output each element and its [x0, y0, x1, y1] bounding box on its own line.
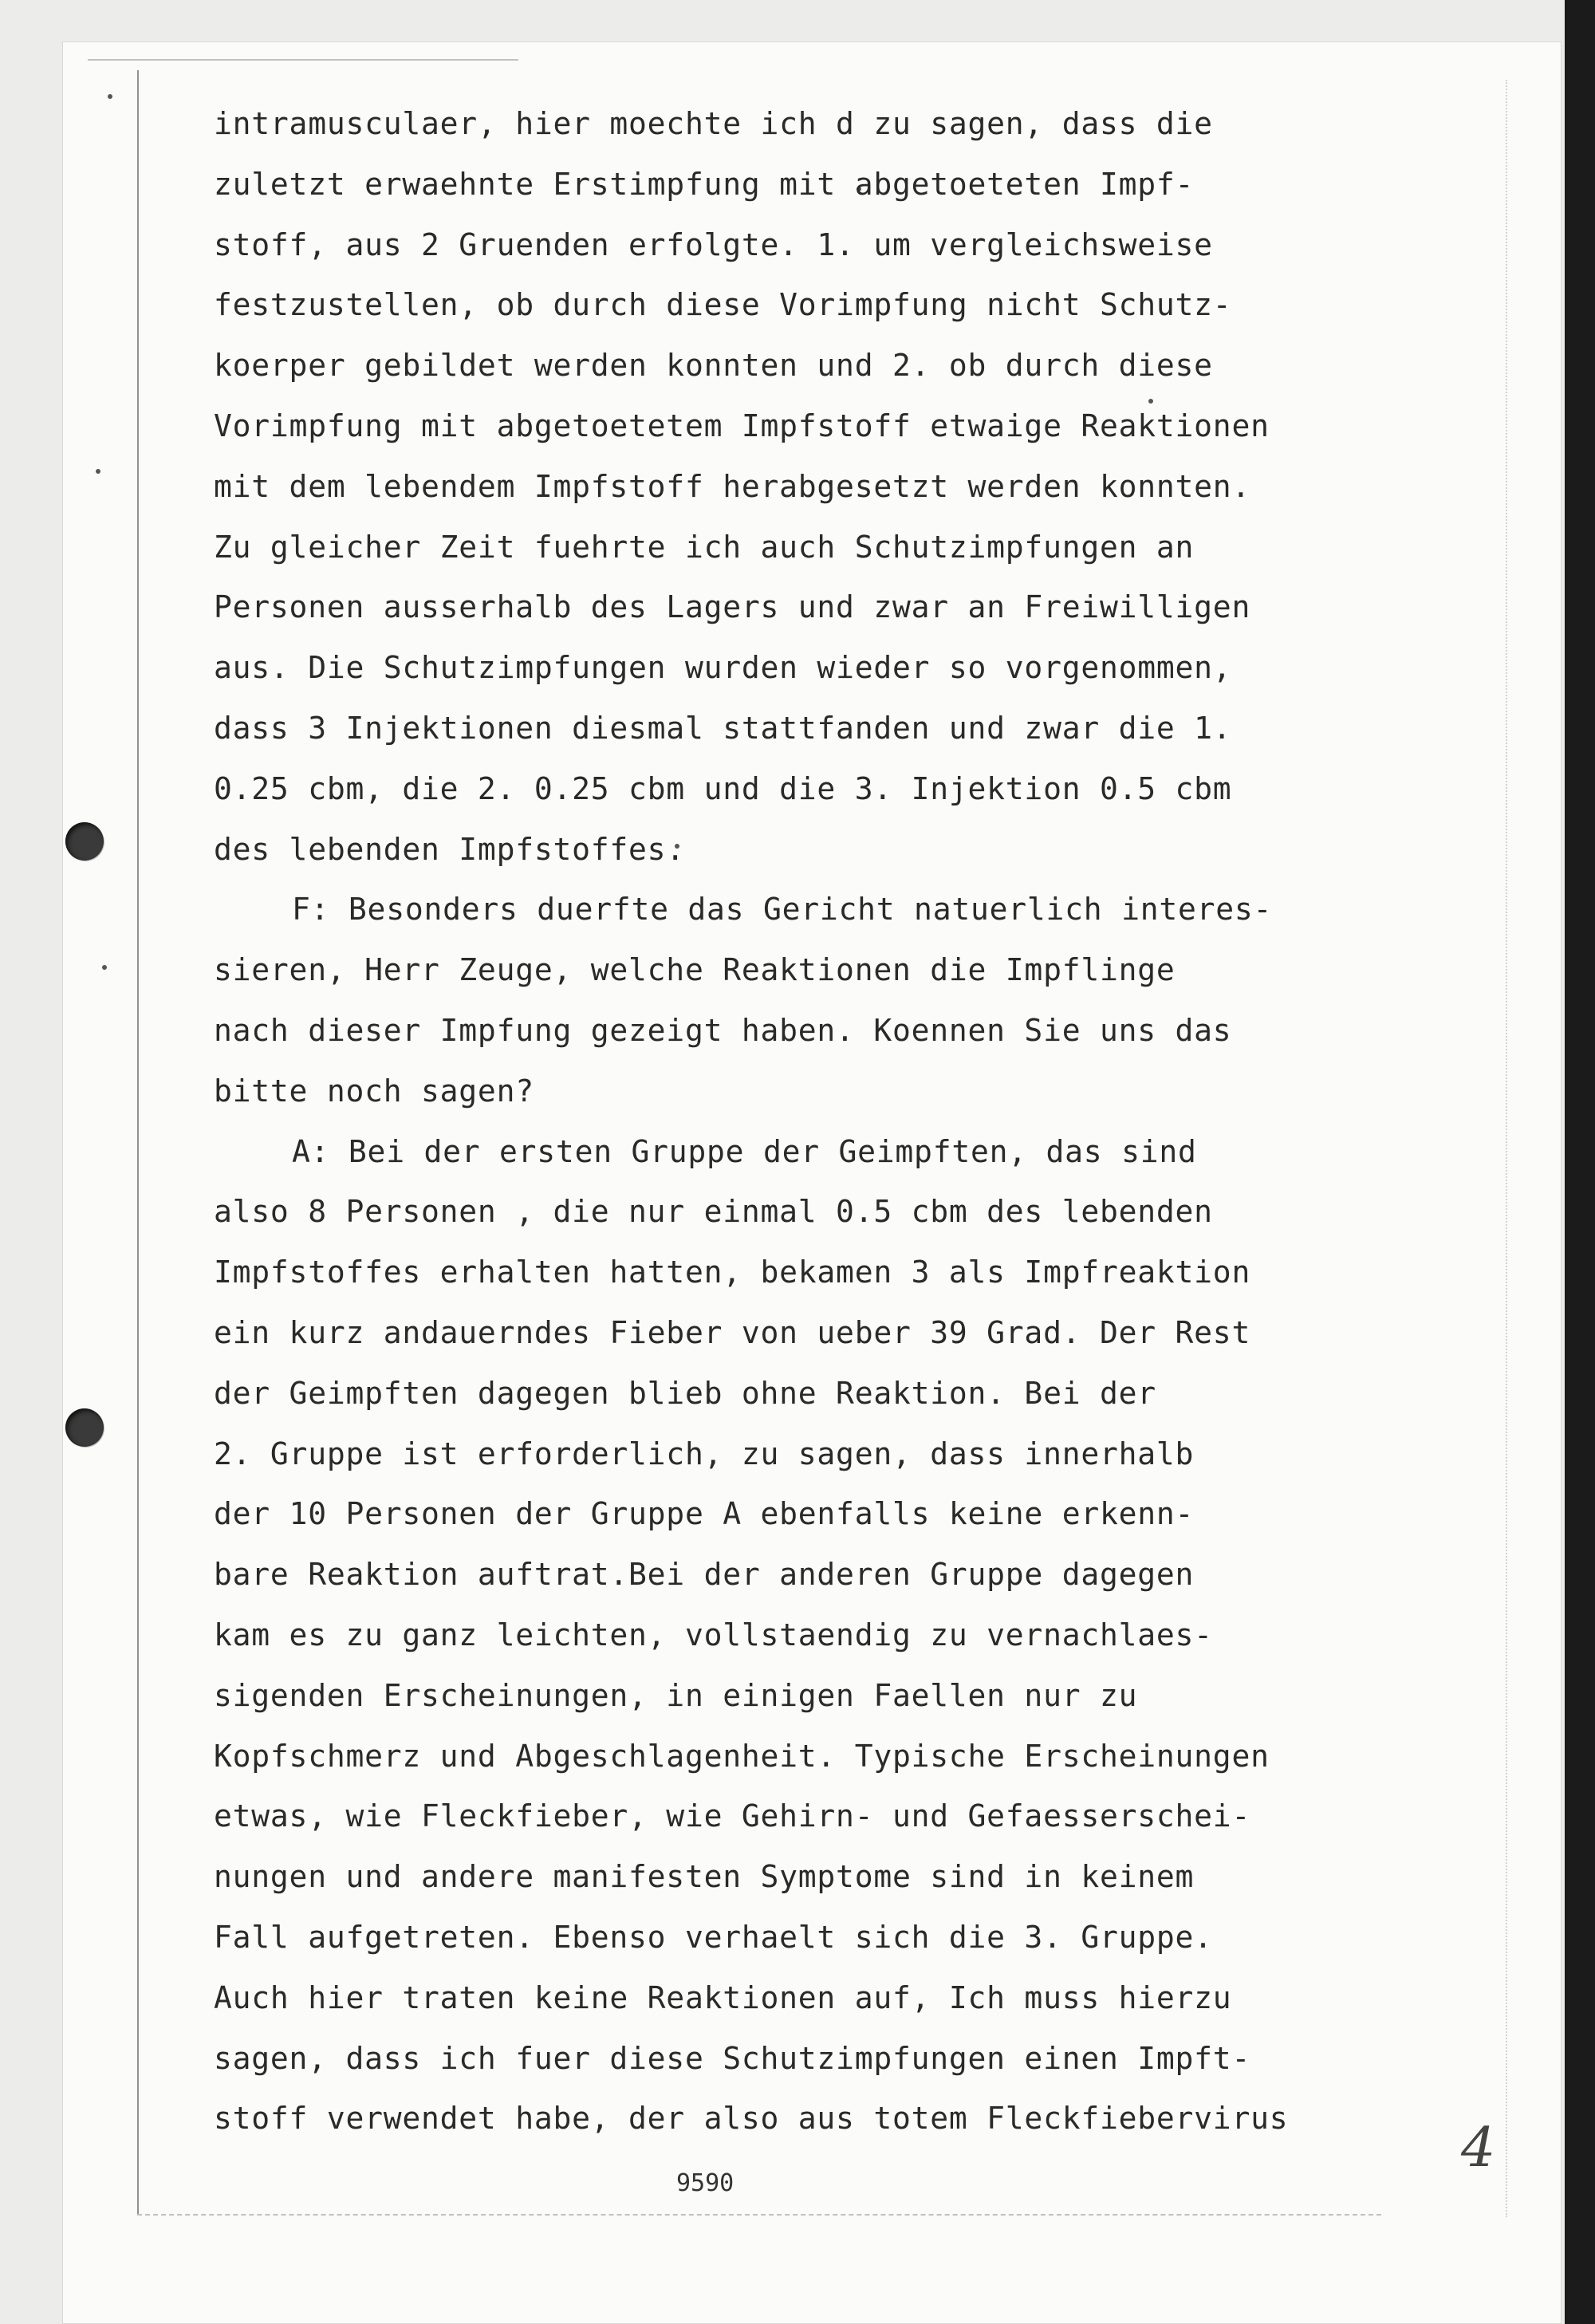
- text-line-answer: A: Bei der ersten Gruppe der Geimpften, das sind: [292, 1133, 1197, 1169]
- text-line: Personen ausserhalb des Lagers und zwar an Freiwilligen: [214, 589, 1251, 625]
- document-body: [214, 94, 1298, 2149]
- text-line: sieren, Herr Zeuge, welche Reaktionen die Impflinge: [214, 952, 1176, 988]
- handwritten-page-mark: 4: [1461, 2117, 1496, 2180]
- text-line: dass 3 Injektionen diesmal stattfanden und zwar die 1.: [214, 710, 1232, 746]
- top-rule: [88, 59, 518, 61]
- left-margin-rule: [137, 70, 139, 2214]
- text-line: bitte noch sagen?: [214, 1073, 534, 1109]
- text-line: der Geimpften dagegen blieb ohne Reaktion. Bei der: [214, 1375, 1156, 1411]
- right-edge-rule: [1506, 80, 1510, 2217]
- text-line: Kopfschmerz und Abgeschlagenheit. Typische Erscheinungen: [214, 1738, 1270, 1774]
- text-line: aus. Die Schutzimpfungen wurden wieder so vorgenommen,: [214, 650, 1232, 686]
- text-line: Auch hier traten keine Reaktionen auf, Ich muss hierzu: [214, 1979, 1232, 2015]
- page-number: 9590: [676, 2169, 734, 2197]
- text-line: bare Reaktion auftrat.Bei der anderen Gruppe dagegen: [214, 1557, 1195, 1593]
- scan-speck: [96, 469, 100, 474]
- text-line: kam es zu ganz leichten, vollstaendig zu vernachlaes-: [214, 1617, 1213, 1652]
- text-line: 0.25 cbm, die 2. 0.25 cbm und die 3. Injektion 0.5 cbm: [214, 770, 1232, 806]
- text-line: festzustellen, ob durch diese Vorimpfung nicht Schutz-: [214, 287, 1232, 323]
- punch-hole-icon: [65, 822, 104, 861]
- text-line: sigenden Erscheinungen, in einigen Faellen nur zu: [214, 1677, 1138, 1713]
- text-line: ein kurz andauerndes Fieber von ueber 39 Grad. Der Rest: [214, 1314, 1251, 1350]
- text-line: des lebenden Impfstoffes.: [214, 831, 685, 867]
- text-line: stoff verwendet habe, der also aus totem Fleckfiebervirus: [214, 2101, 1289, 2137]
- text-line-question: F: Besonders duerfte das Gericht natuerlich interes-: [292, 892, 1273, 928]
- text-line: nungen und andere manifesten Symptome sind in keinem: [214, 1859, 1195, 1895]
- text-line: zuletzt erwaehnte Erstimpfung mit abgetoeteten Impf-: [214, 166, 1195, 202]
- text-line: mit dem lebendem Impfstoff herabgesetzt werden konnten.: [214, 468, 1251, 504]
- scan-speck: [108, 94, 112, 99]
- scan-speck: [102, 965, 107, 970]
- text-line: 2. Gruppe ist erforderlich, zu sagen, dass innerhalb: [214, 1436, 1195, 1471]
- text-line: Vorimpfung mit abgetoetetem Impfstoff etwaige Reaktionen: [214, 408, 1270, 443]
- text-line: Zu gleicher Zeit fuehrte ich auch Schutzimpfungen an: [214, 529, 1195, 565]
- text-line: etwas, wie Fleckfieber, wie Gehirn- und Gefaesserschei-: [214, 1798, 1251, 1834]
- text-line: sagen, dass ich fuer diese Schutzimpfungen einen Impft-: [214, 2040, 1251, 2076]
- text-line: Fall aufgetreten. Ebenso verhaelt sich die 3. Gruppe.: [214, 1919, 1213, 1955]
- text-line: also 8 Personen , die nur einmal 0.5 cbm des lebenden: [214, 1194, 1213, 1230]
- text-line: intramusculaer, hier moechte ich d zu sagen, dass die: [214, 106, 1213, 141]
- text-line: stoff, aus 2 Gruenden erfolgte. 1. um vergleichsweise: [214, 226, 1213, 262]
- text-line: koerper gebildet werden konnten und 2. ob durch diese: [214, 348, 1213, 384]
- text-line: nach dieser Impfung gezeigt haben. Koennen Sie uns das: [214, 1012, 1232, 1048]
- text-line: der 10 Personen der Gruppe A ebenfalls keine erkenn-: [214, 1496, 1195, 1532]
- bottom-rule: [137, 2214, 1381, 2216]
- punch-hole-icon: [65, 1408, 104, 1447]
- text-line: Impfstoffes erhalten hatten, bekamen 3 als Impfreaktion: [214, 1255, 1251, 1290]
